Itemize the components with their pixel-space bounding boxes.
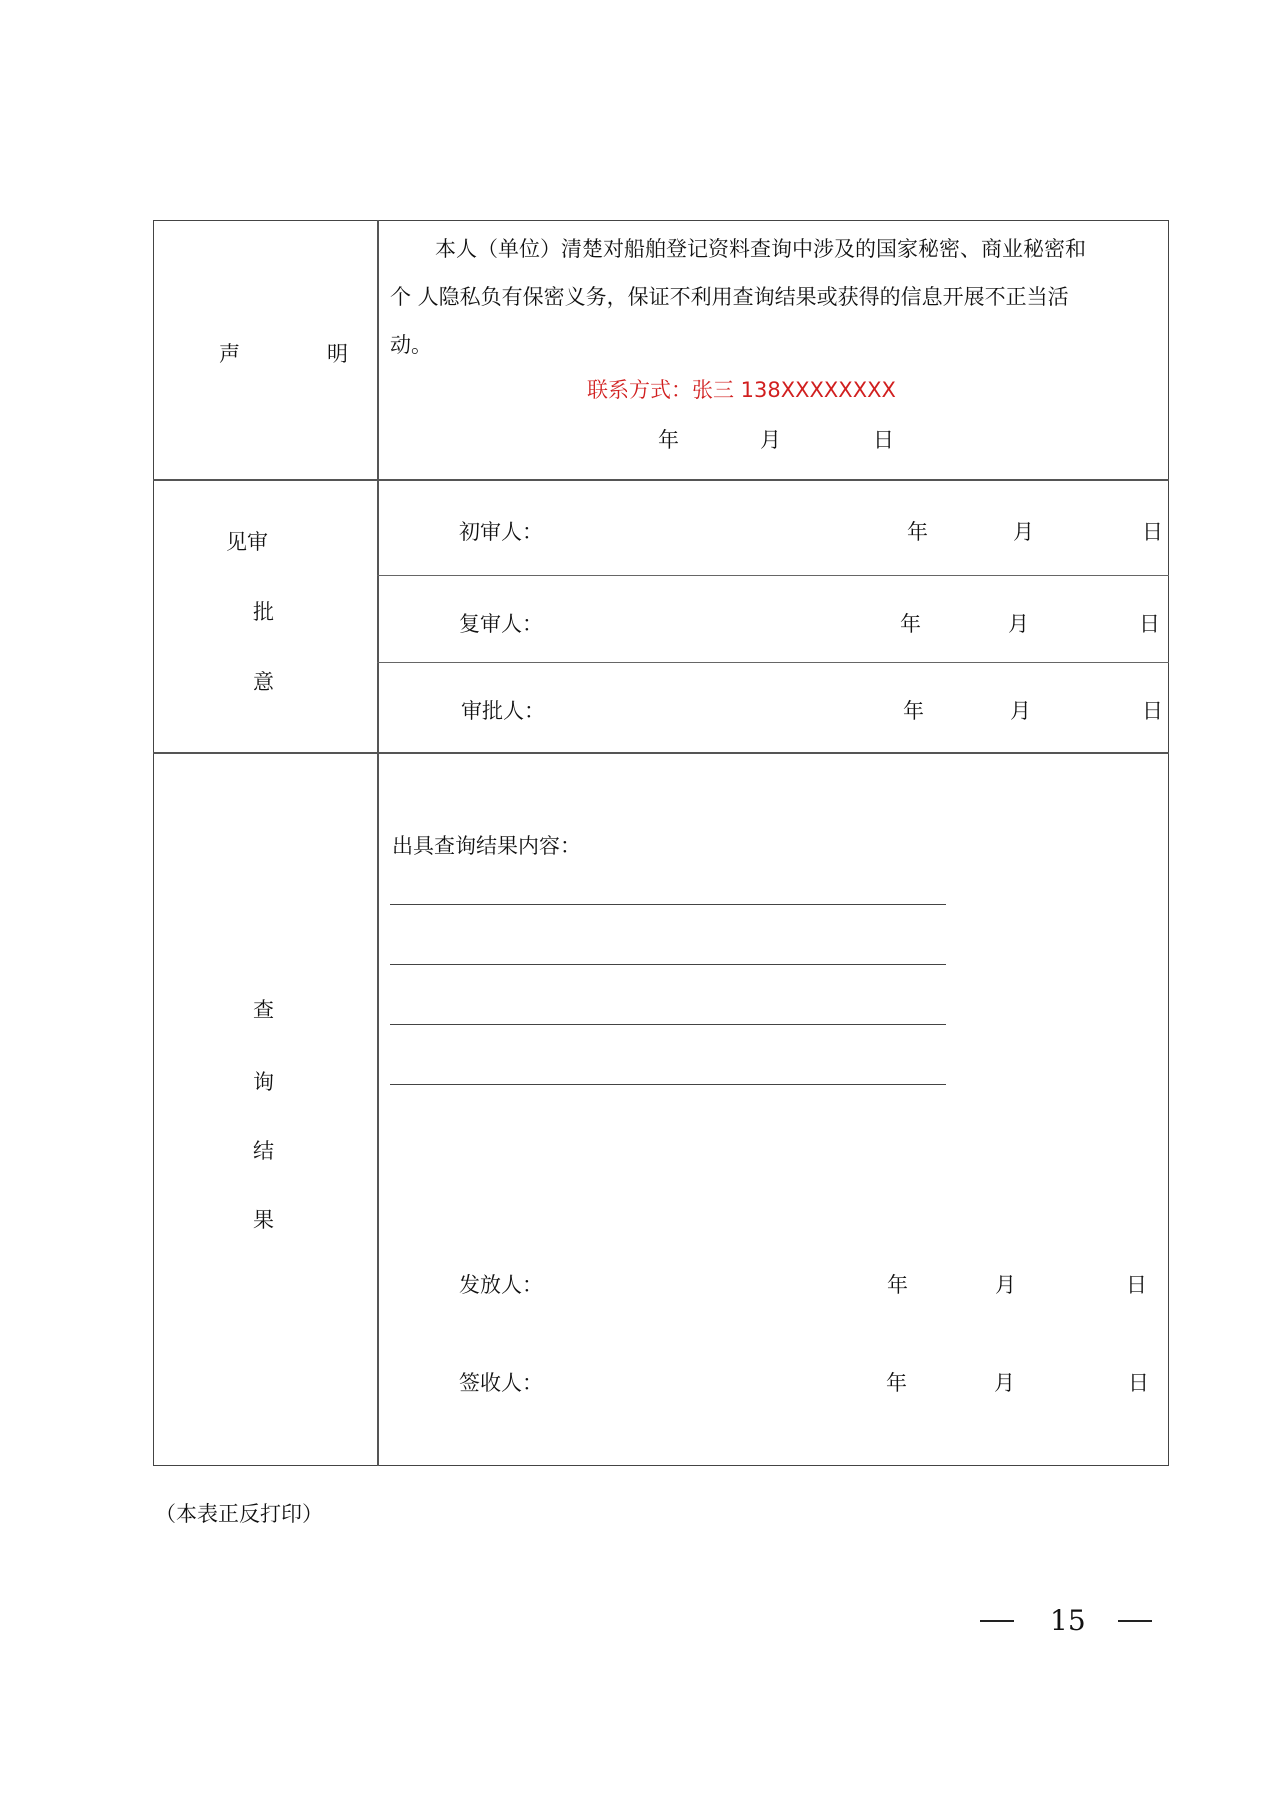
page-number-dash-right	[1118, 1620, 1152, 1622]
result-label-3: 结	[253, 1139, 274, 1163]
declaration-month: 月	[760, 428, 781, 452]
issuer-label: 发放人：	[459, 1273, 543, 1297]
approval-label-1: 见审	[226, 530, 268, 554]
row-divider-1	[377, 575, 1169, 576]
declaration-label-left: 声	[219, 342, 240, 366]
page-number-dash-left	[980, 1620, 1014, 1622]
issuer-year: 年	[887, 1273, 908, 1297]
declaration-day: 日	[873, 428, 894, 452]
declaration-line-3: 动。	[390, 333, 432, 357]
approver-year: 年	[903, 699, 924, 723]
first-reviewer-label: 初审人：	[459, 520, 543, 544]
result-blank-line-4	[390, 1084, 946, 1085]
footnote: （本表正反打印）	[155, 1502, 323, 1526]
result-content-label: 出具查询结果内容：	[392, 834, 581, 858]
section-divider-declaration	[153, 479, 1169, 481]
approver-month: 月	[1010, 699, 1031, 723]
row-divider-2	[377, 662, 1169, 663]
result-label-1: 查	[253, 998, 274, 1022]
form-table	[153, 220, 1169, 1466]
declaration-label-right: 明	[327, 342, 348, 366]
receiver-year: 年	[886, 1371, 907, 1395]
declaration-line-2: 个 人隐私负有保密义务，保证不利用查询结果或获得的信息开展不正当活	[390, 285, 1069, 309]
contact-info: 联系方式：张三 138XXXXXXXX	[587, 378, 896, 402]
approver-day: 日	[1142, 699, 1163, 723]
result-blank-line-1	[390, 904, 946, 905]
second-reviewer-month: 月	[1008, 612, 1029, 636]
result-label-2: 询	[253, 1070, 274, 1094]
result-blank-line-3	[390, 1024, 946, 1025]
result-blank-line-2	[390, 964, 946, 965]
first-reviewer-day: 日	[1142, 520, 1163, 544]
page-number: 15	[1050, 1604, 1086, 1637]
approver-label: 审批人：	[461, 699, 545, 723]
receiver-label: 签收人：	[459, 1371, 543, 1395]
second-reviewer-day: 日	[1139, 612, 1160, 636]
first-reviewer-month: 月	[1013, 520, 1034, 544]
issuer-month: 月	[995, 1273, 1016, 1297]
result-label-4: 果	[253, 1208, 274, 1232]
declaration-line-1: 本人（单位）清楚对船舶登记资料查询中涉及的国家秘密、商业秘密和	[435, 237, 1086, 261]
receiver-day: 日	[1128, 1371, 1149, 1395]
second-reviewer-label: 复审人：	[459, 612, 543, 636]
receiver-month: 月	[994, 1371, 1015, 1395]
second-reviewer-year: 年	[900, 612, 921, 636]
approval-label-3: 意	[253, 670, 274, 694]
column-divider	[377, 220, 379, 1466]
approval-label-2: 批	[253, 600, 274, 624]
first-reviewer-year: 年	[907, 520, 928, 544]
issuer-day: 日	[1126, 1273, 1147, 1297]
declaration-year: 年	[658, 428, 679, 452]
section-divider-approval	[153, 752, 1169, 754]
